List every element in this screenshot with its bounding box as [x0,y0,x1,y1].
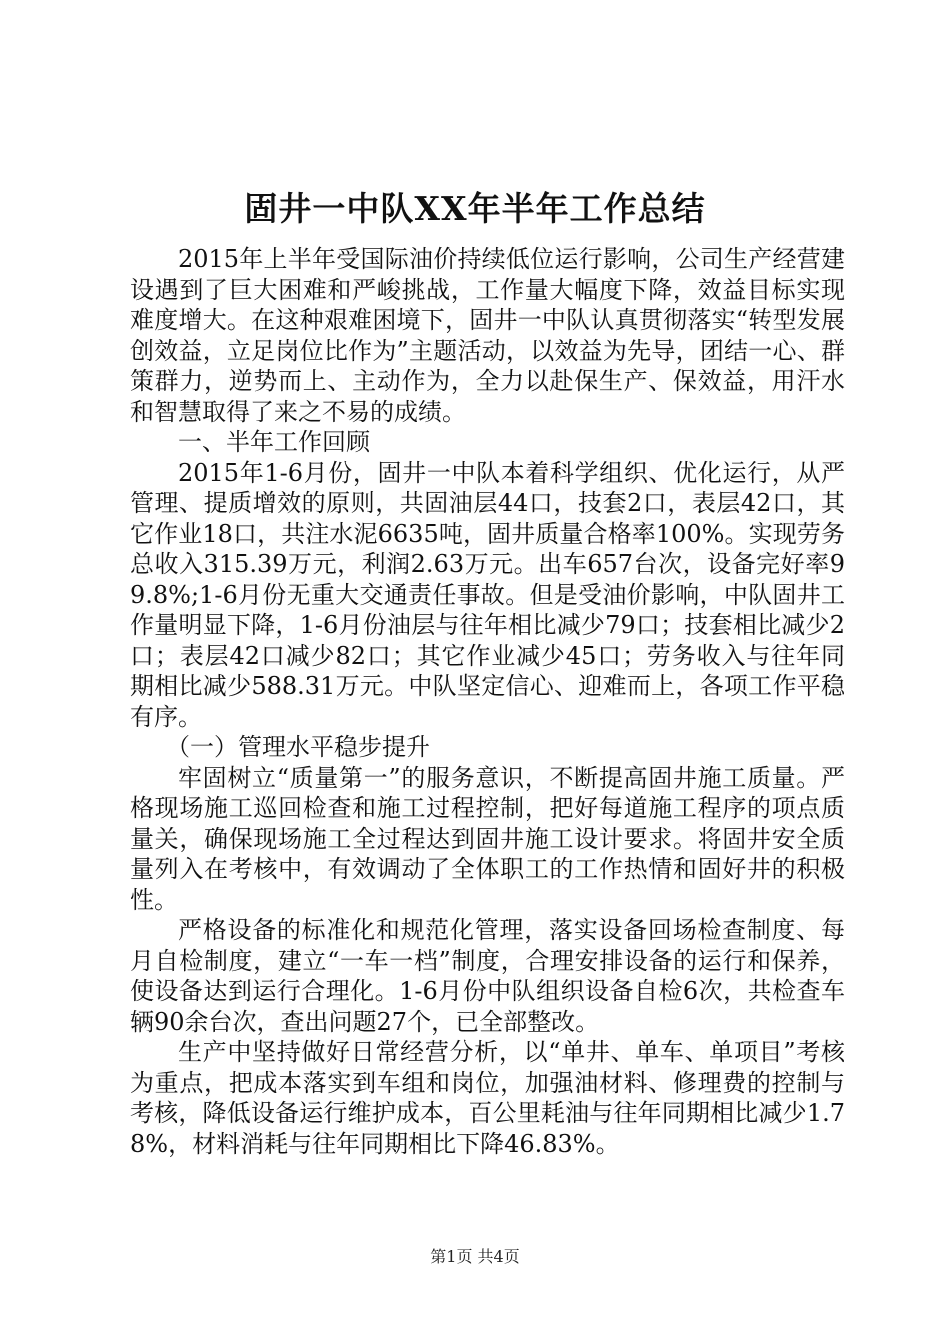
document-title: 固井一中队XX年半年工作总结 [244,189,706,228]
section-heading: 一、半年工作回顾 [178,428,370,456]
document-body [130,244,845,1159]
paragraph-quality: 牢固树立“质量第一”的服务意识，不断提高固井施工质量。严格现场施工巡回检查和施工过程控制，把好每道施工程序的项点质量关，确保现场施工全过程达到固井施工设计要求。将固井安全质量列入在考核中，有效调动了全体职工的工作热情和固好井的积极性。 [130,763,845,914]
page-number-footer: 第1页 共4页 [430,1247,520,1266]
paragraph-cost: 生产中坚持做好日常经营分析，以“单井、单车、单项目”考核为重点，把成本落实到车组和岗位，加强油材料、修理费的控制与考核，降低设备运行维护成本，百公里耗油与往年同期相比减少1.78%，材料消耗与往年同期相比下降46.83%。 [130,1038,845,1158]
paragraph-equipment: 严格设备的标准化和规范化管理，落实设备回场检查制度、每月自检制度，建立“一车一档”制度，合理安排设备的运行和保养，使设备达到运行合理化。1-6月份中队组织设备自检6次，共检查车辆90余台次，查出问题27个，已全部整改。 [130,916,845,1036]
paragraph-intro: 2015年上半年受国际油价持续低位运行影响，公司生产经营建设遇到了巨大困难和严峻挑战，工作量大幅度下降，效益目标实现难度增大。在这种艰难困境下，固井一中队认真贯彻落实“转型发展创效益，立足岗位比作为”主题活动，以效益为先导，团结一心、群策群力，逆势而上、主动作为，全力以赴保生产、保效益，用汗水和智慧取得了来之不易的成绩。 [130,245,845,426]
subsection-heading: （一）管理水平稳步提升 [166,733,430,761]
paragraph-review: 2015年1-6月份，固井一中队本着科学组织、优化运行，从严管理、提质增效的原则，共固油层44口，技套2口，表层42口，其它作业18口，共注水泥6635吨，固井质量合格率100%。实现劳务总收入315.39万元，利润2.63万元。出车657台次，设备完好率99.8%;1-6月份无重大交通责任事故。但是受油价影响，中队固井工作量明显下降，1-6月份油层与往年相比减少79口；技套相比减少2口；表层42口减少82口；其它作业减少45口；劳务收入与往年同期相比减少588.31万元。中队坚定信心、迎难而上，各项工作平稳有序。 [130,458,845,731]
